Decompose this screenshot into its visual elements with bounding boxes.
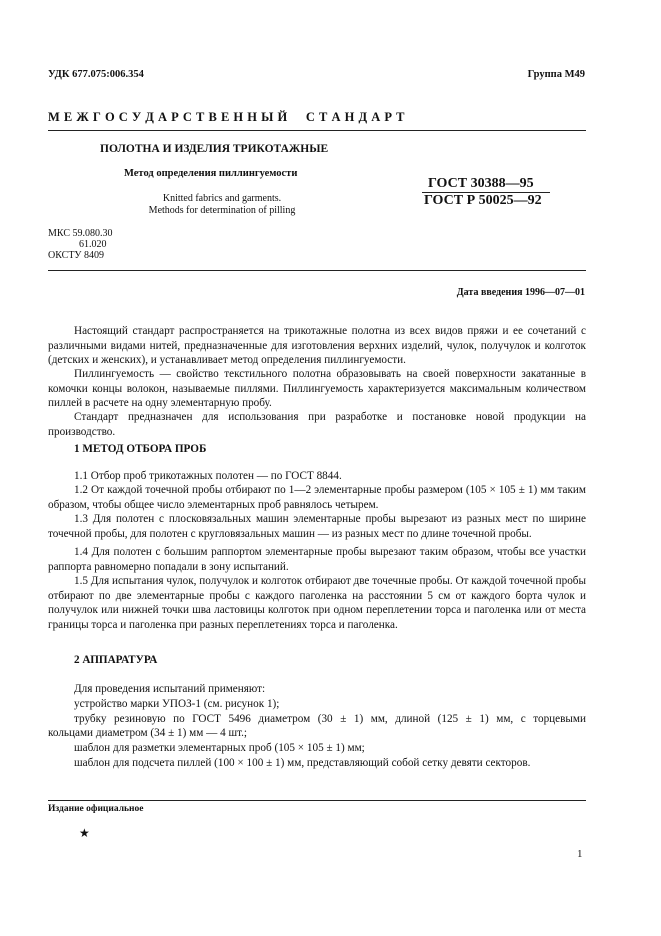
mks-code: МКС 59.080.30 <box>48 228 113 239</box>
section-2-heading: 2 АППАРАТУРА <box>74 654 158 666</box>
apparatus-item-2: трубку резиновую по ГОСТ 5496 диаметром (30 ± 1) мм, длиной (125 ± 1) мм, с торцевыми <box>74 713 586 725</box>
official-edition-label: Издание официальное <box>48 804 144 814</box>
standard-type: М Е Ж Г О С У Д А Р С Т В Е Н Н Ы Й С Т А Н Д А Р Т <box>48 110 405 124</box>
clause-1-3: 1.3 Для полотен с плосковязальных машин элементарные пробы вырезают из разных мест по ширине точечной пробы, для полотен с кругловязальных машин — из разных мест по длине точечной пробы. <box>48 513 586 540</box>
okstu-code: ОКСТУ 8409 <box>48 250 105 261</box>
footer-rule <box>48 800 586 801</box>
group-code: Группа М49 <box>527 69 585 80</box>
intro-paragraph-3: Стандарт предназначен для использования при разработке и постановке новой продукции на производство. <box>48 411 586 438</box>
star-mark: ★ <box>79 826 90 840</box>
gost-code-primary: ГОСТ 30388—95 <box>428 176 534 191</box>
english-title-line2: Methods for determination of pilling <box>148 205 296 216</box>
effective-date: Дата введения 1996—07—01 <box>456 287 585 298</box>
apparatus-item-2-cont: кольцами диаметром (34 ± 1) мм — 4 шт.; <box>48 727 248 739</box>
clause-1-5: 1.5 Для испытания чулок, получулок и колготок отбирают две точечные пробы. От каждой точечной пробы отбирают по две элементарные пробы с каждого паголенка на расстоянии 5 см от каждого борта чулок и получулок или нижней точки шва ластовицы колготок при одном переплетении торса и паголенка или от места границы торса и паголенка при разных переплетениях торса и паголенка. <box>48 575 586 631</box>
section-1-heading: 1 МЕТОД ОТБОРА ПРОБ <box>74 443 207 455</box>
document-subtitle: Метод определения пиллингуемости <box>124 168 298 179</box>
apparatus-item-3: шаблон для разметки элементарных проб (105 × 105 ± 1) мм; <box>74 742 365 754</box>
codes-rule <box>48 270 586 271</box>
udc-code: УДК 677.075:006.354 <box>48 69 144 80</box>
clause-1-1: 1.1 Отбор проб трикотажных полотен — по ГОСТ 8844. <box>74 470 342 482</box>
clause-1-2: 1.2 От каждой точечной пробы отбирают по 1—2 элементарные пробы размером (105 × 105 ± 1) мм таким образом, чтобы общее число элементарных проб равнялось четырем. <box>48 484 586 511</box>
clause-1-4: 1.4 Для полотен с большим раппортом элементарные пробы вырезают таким образом, чтобы все участки раппорта равномерно попадали в зону испытаний. <box>48 546 586 573</box>
intro-paragraph-2: Пиллингуемость — свойство текстильного полотна образовывать на своей поверхности закатанные в комочки концы волокон, называемые пиллями. Пиллингуемость характеризуется максимальным количеством пиллей в расчете на одну элементарную пробу. <box>48 368 586 409</box>
gost-code-secondary: ГОСТ Р 50025—92 <box>424 193 542 208</box>
header-rule <box>48 130 586 131</box>
mks-code-2: 61.020 <box>79 239 107 250</box>
apparatus-item-4: шаблон для подсчета пиллей (100 × 100 ± 1) мм, представляющий собой сетку девяти секторов. <box>74 757 531 769</box>
page-number: 1 <box>577 848 583 860</box>
english-title-line1: Knitted fabrics and garments. <box>162 193 282 204</box>
apparatus-lead: Для проведения испытаний применяют: <box>74 683 266 695</box>
document-title: ПОЛОТНА И ИЗДЕЛИЯ ТРИКОТАЖНЫЕ <box>100 143 329 155</box>
intro-paragraph-1: Настоящий стандарт распространяется на трикотажные полотна из всех видов пряжи и ее сочетаний с различными видами нитей, предназначенные для изготовления верхних изделий, чулок, получулок и колготок (детских и женских), и устанавливает метод определения пиллингуемости. <box>48 325 586 366</box>
apparatus-item-1: устройство марки УПОЗ-1 (см. рисунок 1); <box>74 698 280 710</box>
